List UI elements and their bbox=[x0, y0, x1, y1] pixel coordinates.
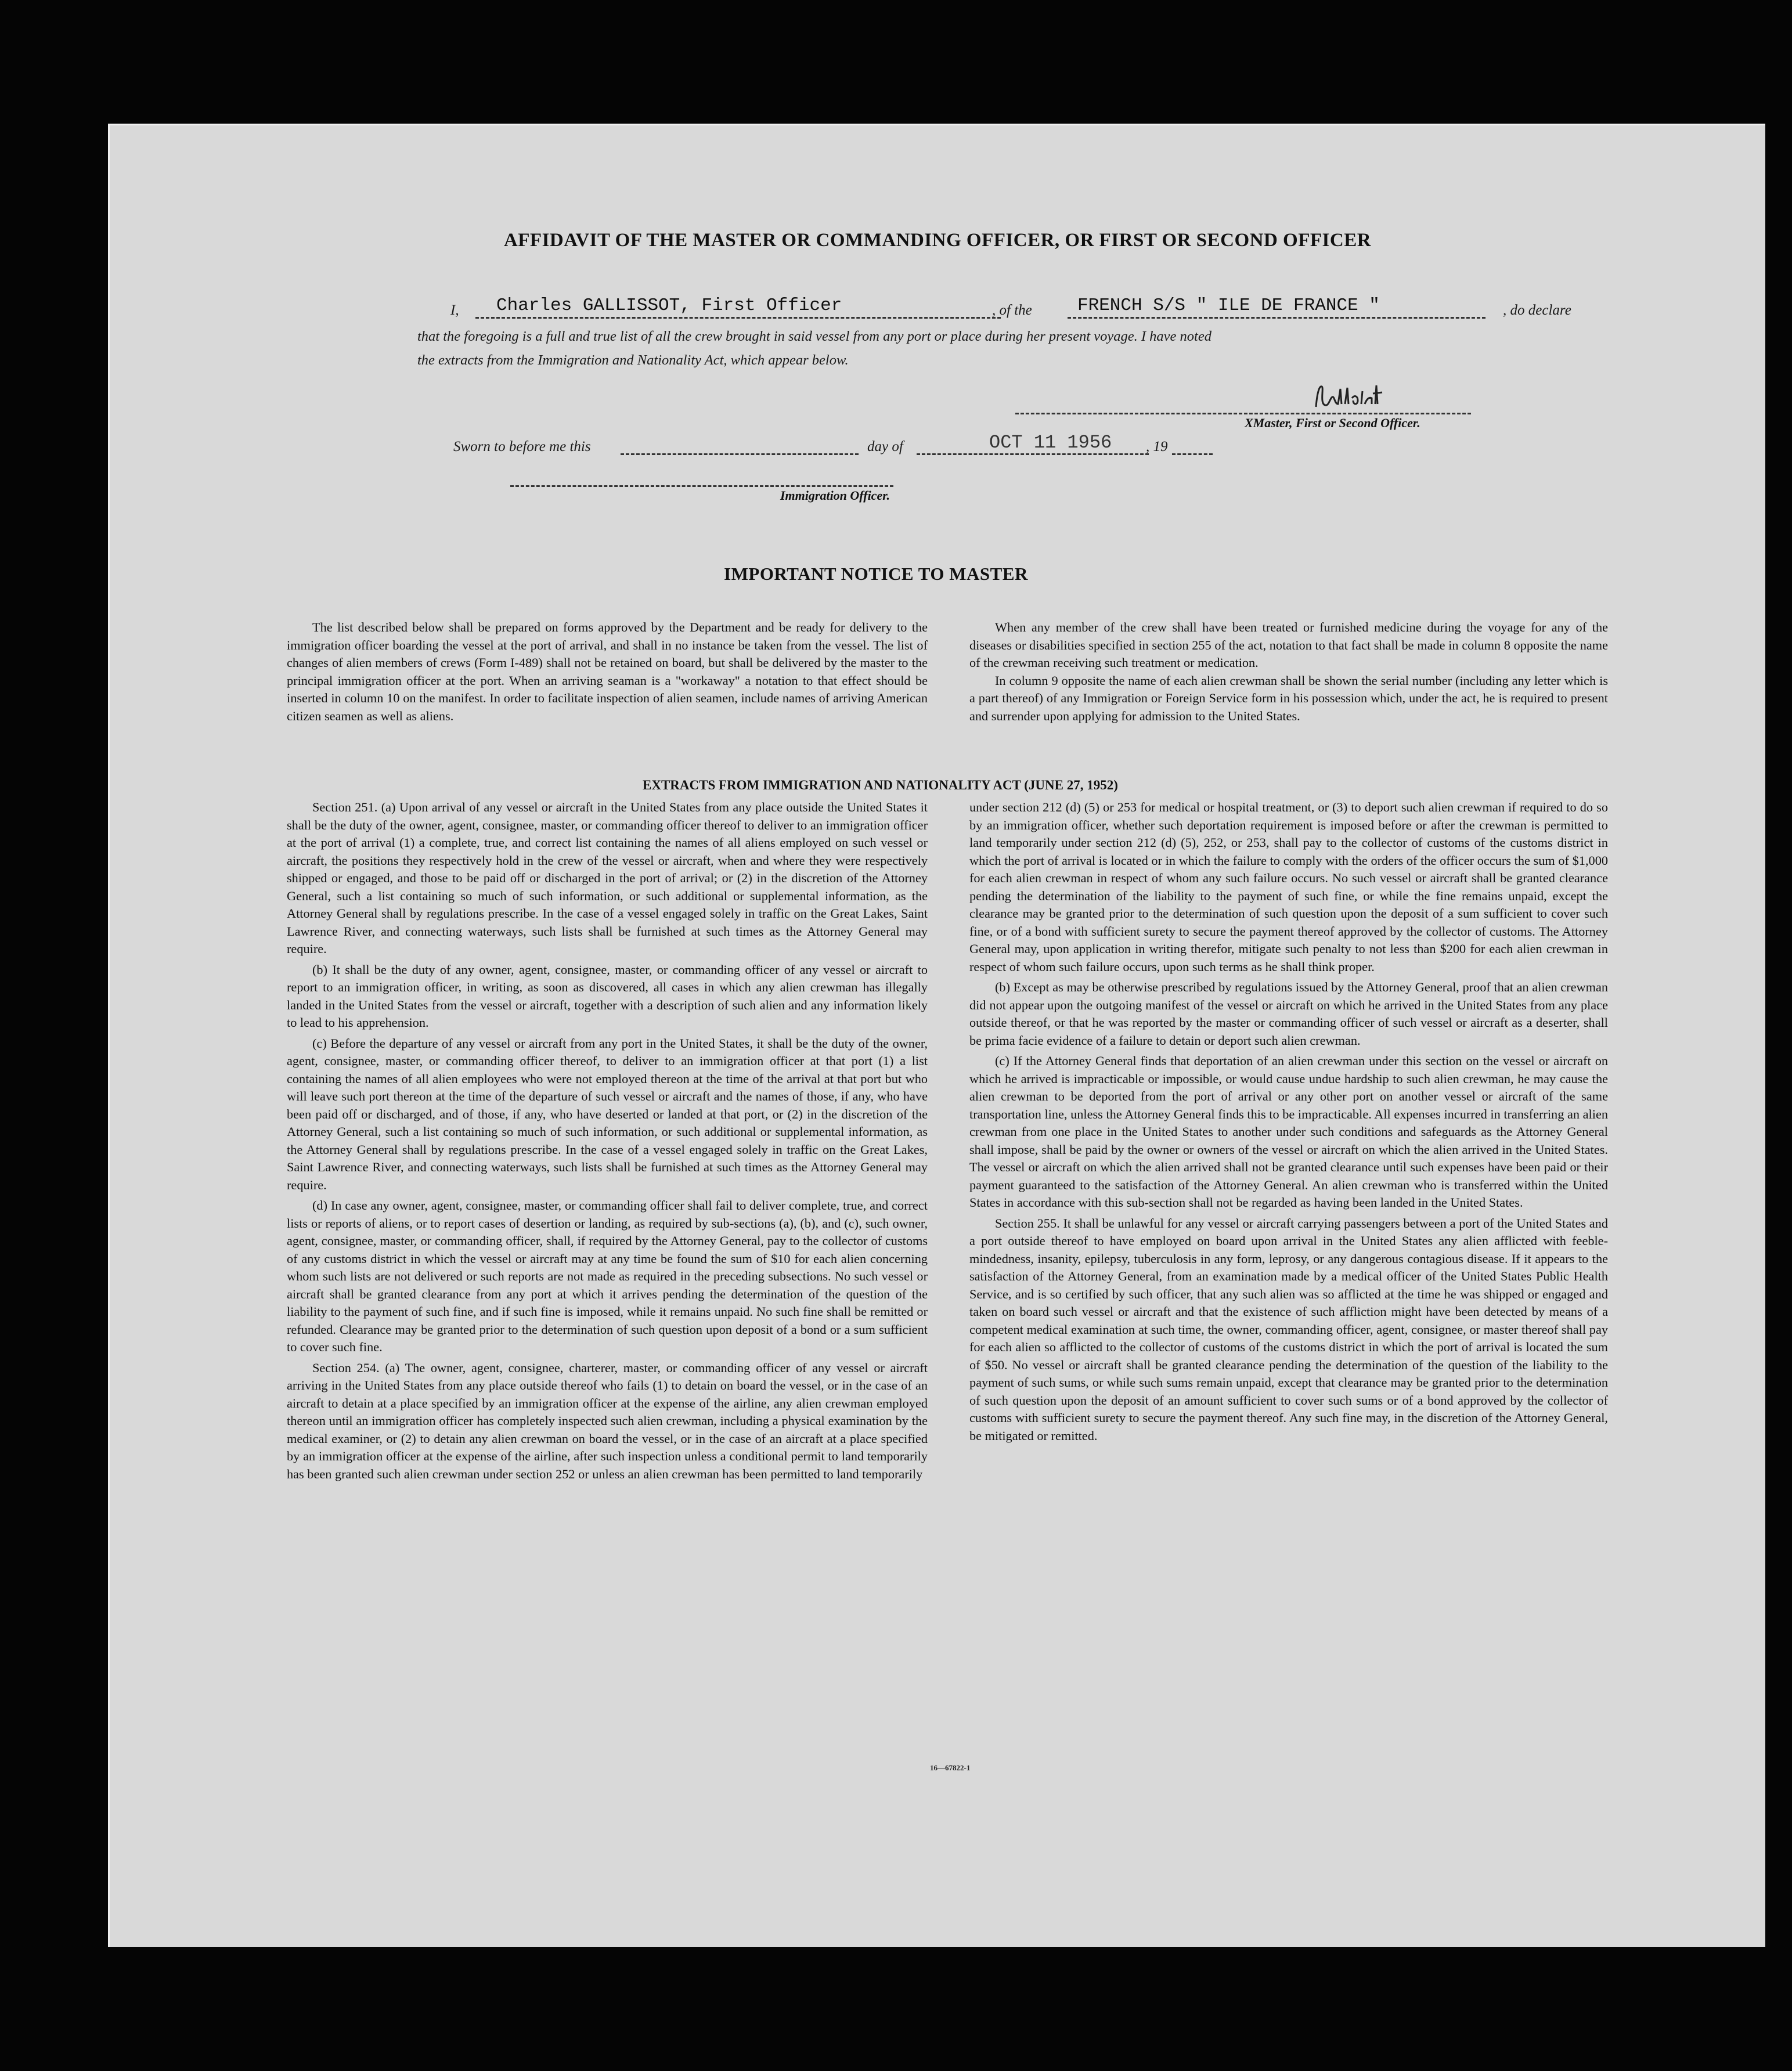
extracts-left-column bbox=[287, 799, 928, 1486]
immigration-officer-label: Immigration Officer. bbox=[780, 488, 890, 503]
form-number: 16—67822-1 bbox=[930, 1763, 971, 1772]
sworn-label: Sworn to before me this bbox=[453, 439, 591, 454]
notice-right-paragraph-2: In column 9 opposite the name of each alien crewman shall be shown the serial number (including any letter which is a part thereof) of any Immigration or Foreign Service form in his possession which, under the act, he is required to present and surrender upon applying for admission to the United States. bbox=[969, 673, 1608, 723]
sworn-day-line bbox=[621, 453, 859, 455]
section-251d: (d) In case any owner, agent, consignee, master, or commanding officer shall fail to deliver complete, true, and correct lists or reports of aliens, or to report cases of desertion or landing, as required by sub-sections (a), (b), and (c), such owner, agent, consignee, master, or commanding officer, shall, if required by the Attorney General, pay to the collector of customs of any customs district in which the vessel or aircraft may at any time be found the sum of $10 for each alien concerning whom such lists are not delivered or such reports are not made as required in the preceding subsections. No such vessel or aircraft shall be granted clearance from any port at which it arrives pending the determination of the question of the liability to the payment of such fine, and if such fine is imposed, while it remains unpaid. No such fine shall be remitted or refunded. Clearance may be granted prior to the determination of such question upon deposit of a bond or a sum sufficient to cover such fine. bbox=[287, 1198, 928, 1354]
of-the-label: , of the bbox=[992, 302, 1032, 318]
handwritten-signature bbox=[1311, 381, 1387, 413]
extracts-right-column bbox=[969, 799, 1608, 1448]
declare-label: , do declare bbox=[1503, 302, 1571, 318]
section-251a: Section 251. (a) Upon arrival of any vessel or aircraft in the United States from any place outside the United States it shall be the duty of the owner, agent, consignee, master, or commanding officer thereof to deliver to an immigration officer at the port of arrival (1) a complete, true, and correct list containing the names of all aliens employed on such vessel or aircraft, the positions they respectively hold in the crew of the vessel or aircraft, when and where they were respectively shipped or engaged, and those to be paid off or discharged in the port of arrival; or (2) in the discretion of the Attorney General, such a list containing so much of such information, or such additional or supplemental information, as the Attorney General shall by regulations prescribe. In the case of a vessel engaged solely in traffic on the Great Lakes, Saint Lawrence River, and connecting waterways, such lists shall be furnished at such times as the Attorney General may require. bbox=[287, 800, 928, 956]
day-of-label: day of bbox=[867, 439, 903, 454]
section-254a: Section 254. (a) The owner, agent, consignee, charterer, master, or commanding officer of any vessel or aircraft arriving in the United States from any place outside thereof who fails (1) to detain on board the vessel, or in the case of an aircraft to detain at a place specified by an immigration officer at the expense of the airline, any alien crewman employed thereon until an immigration officer has completely inspected such alien crewman, including a physical examination by the medical examiner, or (2) to detain any alien crewman on board the vessel, or in the case of an aircraft at a place specified by an immigration officer at the expense of the airline, after such inspection unless a conditional permit to land temporarily has been granted such alien crewman under section 252 or unless an alien crewman has been permitted to land temporarily bbox=[287, 1360, 928, 1481]
document-page bbox=[108, 124, 1765, 1947]
statement-line-3: the extracts from the Immigration and Nationality Act, which appear below. bbox=[417, 352, 849, 368]
notice-right-paragraph-1: When any member of the crew shall have been treated or furnished medicine during the voyage for any of the diseases or disabilities specified in section 255 of the act, notation to that fact shall be made in column 8 opposite the name of the crewman receiving such treatment or medication. bbox=[969, 620, 1608, 670]
officer-name-line bbox=[475, 317, 1001, 319]
extracts-title: EXTRACTS FROM IMMIGRATION AND NATIONALITY ACT (JUNE 27, 1952) bbox=[643, 778, 1118, 792]
vessel-line bbox=[1068, 317, 1485, 319]
year-label: , 19 bbox=[1146, 439, 1168, 454]
notice-left-column bbox=[287, 619, 928, 725]
statement-line-2: that the foregoing is a full and true list of all the crew brought in said vessel from any port or place during her present voyage. I have noted bbox=[417, 329, 1212, 344]
section-254b: (b) Except as may be otherwise prescribed by regulations issued by the Attorney General, proof that an alien crewman did not appear upon the outgoing manifest of the vessel or aircraft on which he arrived in the United States from any place outside thereof, or that he was reported by the master or commanding officer of such vessel or aircraft as a deserter, shall be prima facie evidence of a failure to detain or deport such alien crewman. bbox=[969, 980, 1608, 1048]
i-label: I, bbox=[450, 302, 459, 318]
immigration-officer-line bbox=[510, 485, 893, 487]
officer-name: Charles GALLISSOT, First Officer bbox=[496, 295, 842, 316]
date-stamp: OCT 11 1956 bbox=[989, 432, 1112, 453]
year-line bbox=[1172, 453, 1213, 455]
section-254a-continued: under section 212 (d) (5) or 253 for medical or hospital treatment, or (3) to deport such alien crewman if required to do so by an immigration officer, whether such deportation requirement is imposed before or after the crewman is permitted to land temporarily under section 212 (d) (5), 252, or 253, shall pay to the collector of customs of the customs district in which the port of arrival is located or in which the failure to comply with the orders of the officer occurs the sum of $1,000 for each alien crewman in respect of whom any such failure occurs. No such vessel or aircraft shall be granted clearance pending the determination of the liability to the payment of such fine, or while the fine remains unpaid, except the clearance may be granted prior to the determination of such question upon the deposit of a sum sufficient to cover such fine, or of a bond with sufficient surety to secure the payment thereof approved by the collector of customs. The Attorney General may, upon application in writing therefor, mitigate such penalty to not less than $200 for each alien crewman in respect of whom such failure occurs, upon such terms as he shall think proper. bbox=[969, 800, 1608, 974]
notice-title: IMPORTANT NOTICE TO MASTER bbox=[724, 564, 1028, 584]
signer-title: XMaster, First or Second Officer. bbox=[1245, 416, 1420, 430]
section-251c: (c) Before the departure of any vessel or aircraft from any port in the United States, it shall be the duty of the owner, agent, consignee, master, or commanding officer thereof, to deliver to an immigration officer at that port (1) a list containing the names of all alien employees who were not employed thereon at the time of the arrival at that port but who will leave such port thereon at the time of the departure of such vessel or aircraft and the names of those, if any, who have been paid off or discharged, and of those, if any, who have deserted or landed at that port, or (2) in the discretion of the Attorney General, such a list containing so much of such information, or such additional or supplemental information, as the Attorney General shall by regulations prescribe. In the case of a vessel engaged solely in traffic on the Great Lakes, Saint Lawrence River, and connecting waterways, such lists shall be furnished at such times as the Attorney General may require. bbox=[287, 1036, 928, 1192]
signature-line bbox=[1015, 413, 1471, 414]
notice-left-paragraph: The list described below shall be prepared on forms approved by the Department and be ready for delivery to the immigration officer boarding the vessel at the port of arrival, and shall in no instance be taken from the vessel. The list of changes of alien members of crews (Form I-489) shall not be retained on board, but shall be delivered by the master to the principal immigration officer at the port. When an arriving seaman is a "workaway" a notation to that effect should be inserted in column 10 on the manifest. In order to facilitate inspection of alien seamen, include names of arriving American citizen seamen as well as aliens. bbox=[287, 620, 928, 723]
vessel-name: FRENCH S/S " ILE DE FRANCE " bbox=[1077, 295, 1380, 316]
sworn-month-line bbox=[917, 453, 1149, 455]
notice-right-column bbox=[969, 619, 1608, 725]
section-255: Section 255. It shall be unlawful for any vessel or aircraft carrying passengers between a port of the United States and a port outside thereof to have employed on board upon arrival in the United States any alien afflicted with feeble-mindedness, insanity, epilepsy, tuberculosis in any form, leprosy, or any dangerous contagious disease. If it appears to the satisfaction of the Attorney General, from an examination made by a medical officer of the United States Public Health Service, and is so certified by such officer, that any such alien was so afflicted at the time he was shipped or engaged and taken on board such vessel or aircraft and that the existence of such affliction might have been detected by means of a competent medical examination at such time, the owner, commanding officer, agent, consignee, or master thereof shall pay for each alien so afflicted to the collector of customs of the customs district in which the port of arrival is located the sum of $50. No vessel or aircraft shall be granted clearance pending the determination of the question of the liability to the payment of such sums, or while such sums remain unpaid, except that clearance may be granted prior to the determination of such question upon the deposit of an amount sufficient to cover such sums or of a bond approved by the collector of customs with sufficient surety to secure the payment thereof. Any such fine may, in the discretion of the Attorney General, be mitigated or remitted. bbox=[969, 1215, 1608, 1443]
affidavit-title: AFFIDAVIT OF THE MASTER OR COMMANDING OFFICER, OR FIRST OR SECOND OFFICER bbox=[503, 230, 1372, 251]
section-254c: (c) If the Attorney General finds that deportation of an alien crewman under this section on the vessel or aircraft on which he arrived is impracticable or impossible, or would cause undue hardship to such alien crewman, he may cause the alien crewman to be deported from the port of arrival or any other port on another vessel or aircraft of the same transportation line, unless the Attorney General finds this to be impracticable. All expenses incurred in transferring an alien crewman from one place in the United States to another under such conditions and safeguards as the Attorney General shall impose, shall be paid by the owner or owners of the vessel or aircraft on which the alien arrived in the United States. The vessel or aircraft on which the alien arrived shall not be granted clearance until such expenses have been paid or their payment guaranteed to the satisfaction of the Attorney General. An alien crewman who is transferred within the United States in accordance with this sub-section shall not be regarded as having been landed in the United States. bbox=[969, 1053, 1608, 1210]
section-251b: (b) It shall be the duty of any owner, agent, consignee, master, or commanding officer of any vessel or aircraft to report to an immigration officer, in writing, as soon as discovered, all cases in which any alien crewman has illegally landed in the United States from the vessel or aircraft, together with a description of such alien and any information likely to lead to his apprehension. bbox=[287, 962, 928, 1030]
